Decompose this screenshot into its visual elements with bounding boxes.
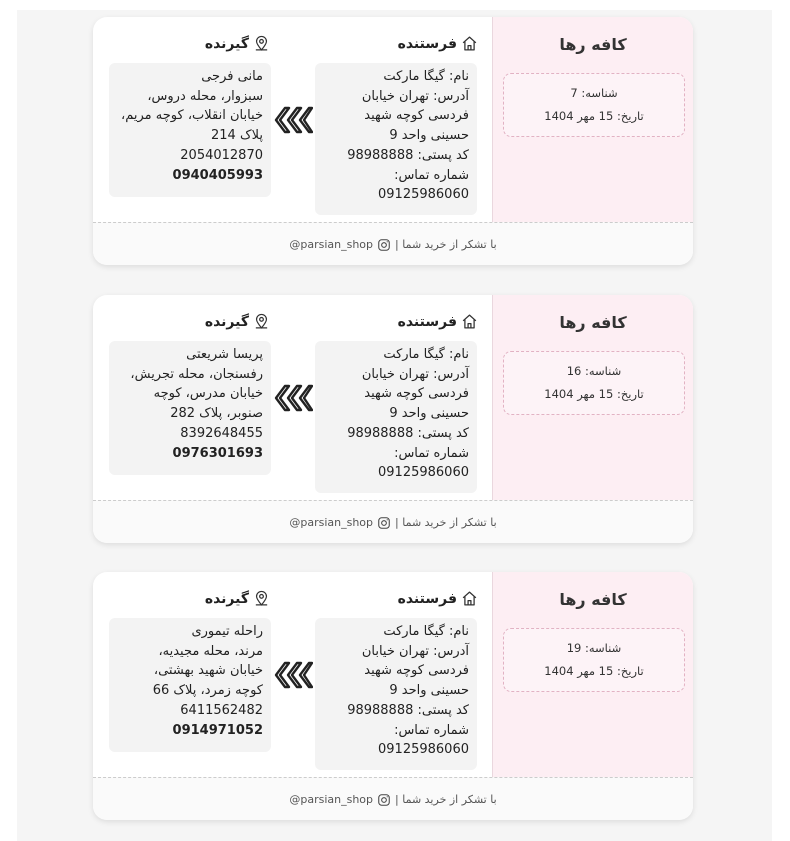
store-panel xyxy=(492,17,693,222)
location-pin-icon xyxy=(253,590,270,607)
receiver-line: پریسا شریعتی xyxy=(186,347,263,362)
sender-line: آدرس: تهران خیابان xyxy=(361,88,469,104)
store-panel xyxy=(492,295,693,500)
sender-line: حسینی واحد 9 xyxy=(389,683,469,699)
card-footer xyxy=(93,222,693,265)
footer-instagram-handle: @parsian_shop xyxy=(289,516,374,529)
sender-heading xyxy=(398,35,478,52)
receiver-line: مانی فرجی xyxy=(201,69,263,84)
receiver-line: کوچه زمرد، پلاک 66 xyxy=(152,683,263,699)
receiver-line: 8392648455 xyxy=(180,425,263,441)
receiver-line: مرند، محله مجیدیه، xyxy=(158,643,263,659)
store-name: کافه رها xyxy=(559,313,627,332)
home-icon xyxy=(461,590,478,607)
order-meta-box xyxy=(503,628,685,692)
receiver-address-box xyxy=(109,341,271,475)
sender-heading-label: فرستنده xyxy=(397,313,457,330)
receiver-heading-label: گیرنده xyxy=(204,590,249,607)
receiver-phone: 0976301693 xyxy=(172,445,263,461)
sender-address-box xyxy=(315,618,477,770)
sender-line: شماره تماس: xyxy=(394,722,469,738)
sender-line: فردسی کوچه شهید xyxy=(364,663,469,679)
double-chevron-left-icon xyxy=(273,105,313,135)
receiver-line: صنوبر، پلاک 282 xyxy=(170,406,263,422)
sender-line: 09125986060 xyxy=(378,742,469,758)
sender-heading xyxy=(398,590,478,607)
shipping-label-card xyxy=(93,572,693,820)
receiver-line: 6411562482 xyxy=(180,702,263,718)
sender-address-box xyxy=(315,63,477,215)
receiver-address-box xyxy=(109,63,271,197)
location-pin-icon xyxy=(253,35,270,52)
sender-line: کد پستی: 98988888 xyxy=(347,425,469,441)
sender-line: نام: گیگا مارکت xyxy=(383,624,469,639)
store-name: کافه رها xyxy=(559,590,627,609)
receiver-line: خیابان مدرس، کوچه xyxy=(153,386,263,402)
sender-line: فردسی کوچه شهید xyxy=(364,108,469,124)
order-date: تاریخ: 15 مهر 1404 xyxy=(544,387,644,401)
sender-line: نام: گیگا مارکت xyxy=(383,347,469,362)
sender-line: آدرس: تهران خیابان xyxy=(361,366,469,382)
receiver-phone: 0914971052 xyxy=(172,722,263,738)
sender-heading xyxy=(398,313,478,330)
receiver-heading-label: گیرنده xyxy=(204,313,249,330)
instagram-icon xyxy=(377,793,391,807)
home-icon xyxy=(461,313,478,330)
receiver-line: راحله تیموری xyxy=(191,624,263,639)
receiver-line: پلاک 214 xyxy=(211,128,263,144)
order-date: تاریخ: 15 مهر 1404 xyxy=(544,664,644,678)
receiver-phone: 0940405993 xyxy=(172,167,263,183)
card-footer xyxy=(93,500,693,543)
receiver-heading xyxy=(205,313,270,330)
double-chevron-left-icon xyxy=(273,660,313,690)
footer-thanks: با تشکر از خرید شما | xyxy=(395,238,497,251)
sender-line: آدرس: تهران خیابان xyxy=(361,643,469,659)
shipping-label-card xyxy=(93,295,693,543)
footer-thanks: با تشکر از خرید شما | xyxy=(395,793,497,806)
sender-heading-label: فرستنده xyxy=(397,35,457,52)
footer-instagram-handle: @parsian_shop xyxy=(289,238,374,251)
receiver-heading xyxy=(205,590,270,607)
receiver-line: خیابان انقلاب، کوچه مریم، xyxy=(121,108,263,124)
receiver-heading xyxy=(205,35,270,52)
sender-line: فردسی کوچه شهید xyxy=(364,386,469,402)
receiver-line: خیابان شهید بهشتی، xyxy=(153,663,263,679)
location-pin-icon xyxy=(253,313,270,330)
order-id: شناسه: 7 xyxy=(570,86,618,100)
receiver-address-box xyxy=(109,618,271,752)
double-chevron-left-icon xyxy=(273,383,313,413)
sender-line: کد پستی: 98988888 xyxy=(347,702,469,718)
order-id: شناسه: 16 xyxy=(566,364,622,378)
order-id: شناسه: 19 xyxy=(566,641,622,655)
sender-heading-label: فرستنده xyxy=(397,590,457,607)
order-date: تاریخ: 15 مهر 1404 xyxy=(544,109,644,123)
order-meta-box xyxy=(503,351,685,415)
receiver-line: 2054012870 xyxy=(180,147,263,163)
footer-instagram-handle: @parsian_shop xyxy=(289,793,374,806)
sender-line: حسینی واحد 9 xyxy=(389,406,469,422)
card-footer xyxy=(93,777,693,820)
store-panel xyxy=(492,572,693,777)
receiver-line: سبزوار، محله دروس، xyxy=(147,88,263,104)
receiver-line: رفسنجان، محله تجریش، xyxy=(130,366,263,382)
sender-line: حسینی واحد 9 xyxy=(389,128,469,144)
sender-line: 09125986060 xyxy=(378,465,469,481)
sender-line: شماره تماس: xyxy=(394,445,469,461)
instagram-icon xyxy=(377,516,391,530)
sender-line: کد پستی: 98988888 xyxy=(347,147,469,163)
instagram-icon xyxy=(377,238,391,252)
home-icon xyxy=(461,35,478,52)
sender-line: 09125986060 xyxy=(378,187,469,203)
sender-line: شماره تماس: xyxy=(394,167,469,183)
store-name: کافه رها xyxy=(559,35,627,54)
footer-thanks: با تشکر از خرید شما | xyxy=(395,516,497,529)
sender-address-box xyxy=(315,341,477,493)
receiver-heading-label: گیرنده xyxy=(204,35,249,52)
shipping-label-card xyxy=(93,17,693,265)
sender-line: نام: گیگا مارکت xyxy=(383,69,469,84)
order-meta-box xyxy=(503,73,685,137)
